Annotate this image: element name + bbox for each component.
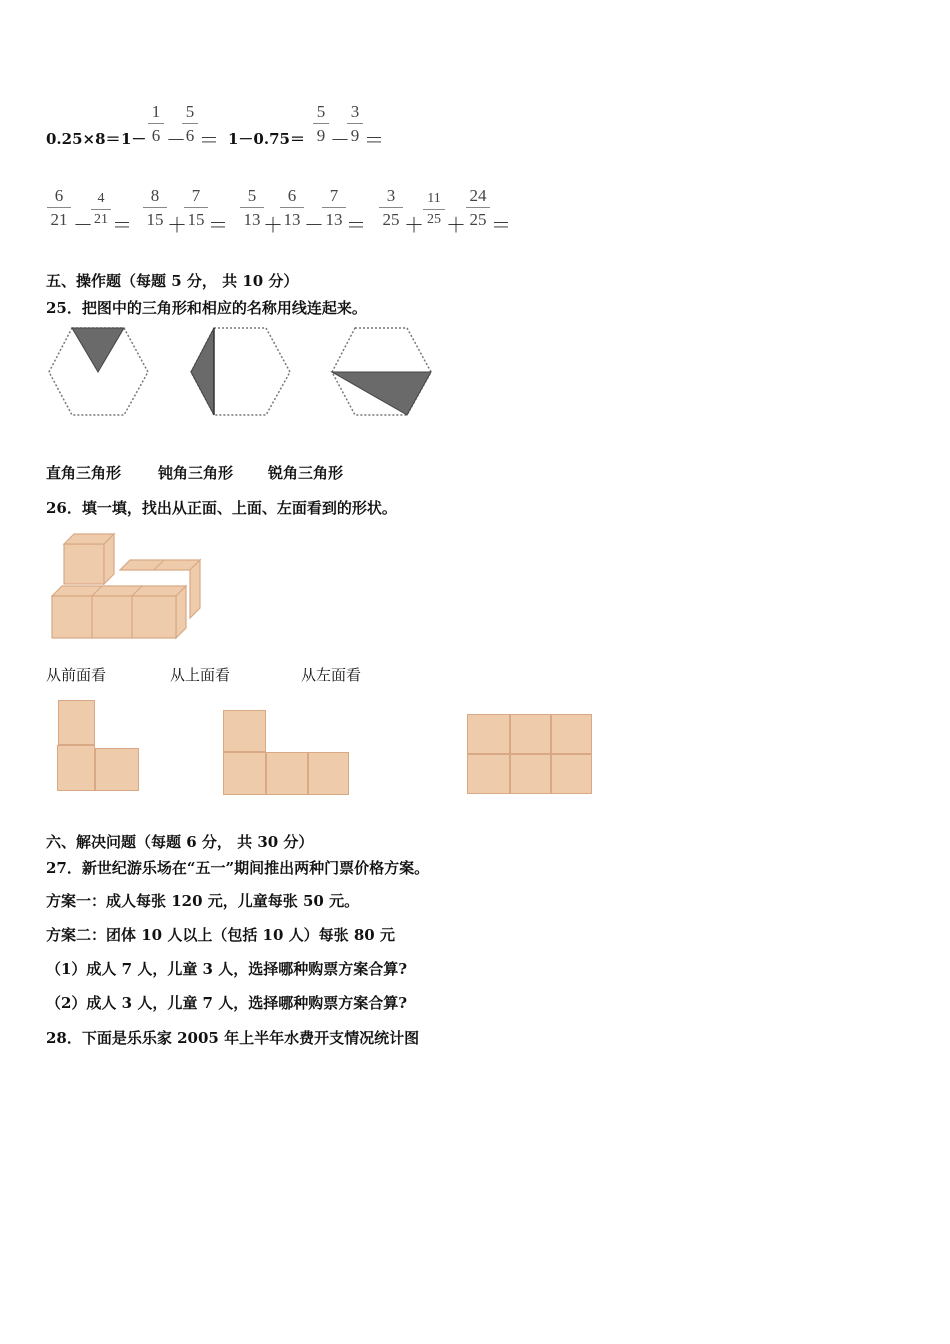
question-25: 25．把图中的三角形和相应的名称用线连起来。 — [46, 299, 367, 317]
plan-two: 方案二：团体 10 人以上（包括 10 人）每张 80 元 — [46, 926, 395, 944]
fraction — [379, 187, 403, 228]
fraction — [322, 187, 346, 228]
sub-question-2: （2）成人 3 人，儿童 7 人，选择哪种购票方案合算? — [46, 994, 407, 1012]
numerator: 3 — [350, 102, 360, 121]
denominator: 21 — [94, 212, 108, 227]
triangle-label-obtuse: 钝角三角形 — [158, 464, 234, 482]
denominator: 25 — [382, 210, 400, 229]
triangle-label-acute: 锐角三角形 — [268, 464, 344, 482]
fraction — [347, 103, 363, 144]
section6-title: 六、解决问题（每题 6 分， 共 30 分） — [46, 833, 314, 851]
operator: － — [304, 215, 324, 237]
denominator: 9 — [316, 126, 326, 145]
fraction — [47, 187, 71, 228]
view1-square — [58, 700, 95, 745]
fraction — [182, 103, 198, 144]
denominator: 21 — [50, 210, 68, 229]
section5-title: 五、操作题（每题 5 分， 共 10 分） — [46, 272, 299, 290]
numerator: 5 — [247, 186, 257, 205]
view2-square — [266, 752, 308, 795]
numerator: 24 — [469, 186, 487, 205]
operator: － — [73, 215, 93, 237]
fraction — [240, 187, 264, 228]
equals: ＝ — [491, 215, 511, 237]
expr-lead: 1－ — [121, 130, 147, 148]
denominator: 6 — [151, 126, 161, 145]
denominator: 6 — [185, 126, 195, 145]
numerator: 8 — [150, 186, 160, 205]
view2-square — [223, 710, 266, 752]
denominator: 15 — [187, 210, 205, 229]
fraction — [466, 187, 490, 228]
triangle-label-right: 直角三角形 — [46, 464, 122, 482]
fraction — [91, 192, 111, 227]
hexagon-figure-1 — [44, 324, 154, 418]
equals: ＝ — [346, 215, 366, 237]
view3-square — [551, 754, 592, 794]
fraction — [148, 103, 164, 144]
numerator: 4 — [97, 191, 105, 206]
equals: ＝ — [112, 215, 132, 237]
question-26: 26．填一填，找出从正面、上面、左面看到的形状。 — [46, 499, 397, 517]
sub-question-1: （1）成人 7 人，儿童 3 人，选择哪种购票方案合算? — [46, 960, 407, 978]
numerator: 7 — [191, 186, 201, 205]
numerator: 3 — [386, 186, 396, 205]
numerator: 1 — [151, 102, 161, 121]
numerator: 7 — [329, 186, 339, 205]
fraction — [423, 192, 445, 227]
numerator: 11 — [427, 191, 441, 206]
view-label-left: 从左面看 — [301, 666, 362, 684]
denominator: 13 — [283, 210, 301, 229]
view3-square — [467, 754, 510, 794]
numerator: 6 — [287, 186, 297, 205]
denominator: 15 — [146, 210, 164, 229]
operator: ＋ — [263, 215, 283, 237]
question-28: 28．下面是乐乐家 2005 年上半年水费开支情况统计图 — [46, 1029, 420, 1047]
view3-square — [510, 754, 551, 794]
denominator: 25 — [427, 212, 441, 227]
operator: ＋ — [167, 215, 187, 237]
denominator: 25 — [469, 210, 487, 229]
cube-stack-figure — [50, 530, 210, 645]
denominator: 13 — [325, 210, 343, 229]
hexagon-figure-3 — [327, 324, 437, 418]
fraction — [280, 187, 304, 228]
operator: － — [166, 130, 186, 152]
question-27: 27．新世纪游乐场在“五一”期间推出两种门票价格方案。 — [46, 859, 430, 877]
operator: － — [330, 130, 350, 152]
fraction — [143, 187, 167, 228]
view-label-top: 从上面看 — [170, 666, 231, 684]
operator: ＋ — [404, 215, 424, 237]
numerator: 5 — [316, 102, 326, 121]
view1-square — [95, 748, 139, 791]
view3-square — [467, 714, 510, 754]
equals: ＝ — [364, 130, 384, 152]
plan-one: 方案一：成人每张 120 元，儿童每张 50 元。 — [46, 892, 360, 910]
numerator: 6 — [54, 186, 64, 205]
denominator: 13 — [243, 210, 261, 229]
view2-square — [223, 752, 266, 795]
view2-square — [308, 752, 349, 795]
equals: ＝ — [208, 215, 228, 237]
expr-025x8: 0.25×8＝ — [46, 130, 121, 148]
fraction — [313, 103, 329, 144]
equals: ＝ — [199, 130, 219, 152]
operator: ＋ — [446, 215, 466, 237]
denominator: 9 — [350, 126, 360, 145]
hexagon-figure-2 — [186, 324, 296, 418]
numerator: 5 — [185, 102, 195, 121]
view1-square — [57, 745, 95, 791]
expr-1-075: 1－0.75＝ — [228, 130, 305, 148]
view3-square — [510, 714, 551, 754]
view-label-front: 从前面看 — [46, 666, 107, 684]
view3-square — [551, 714, 592, 754]
fraction — [184, 187, 208, 228]
